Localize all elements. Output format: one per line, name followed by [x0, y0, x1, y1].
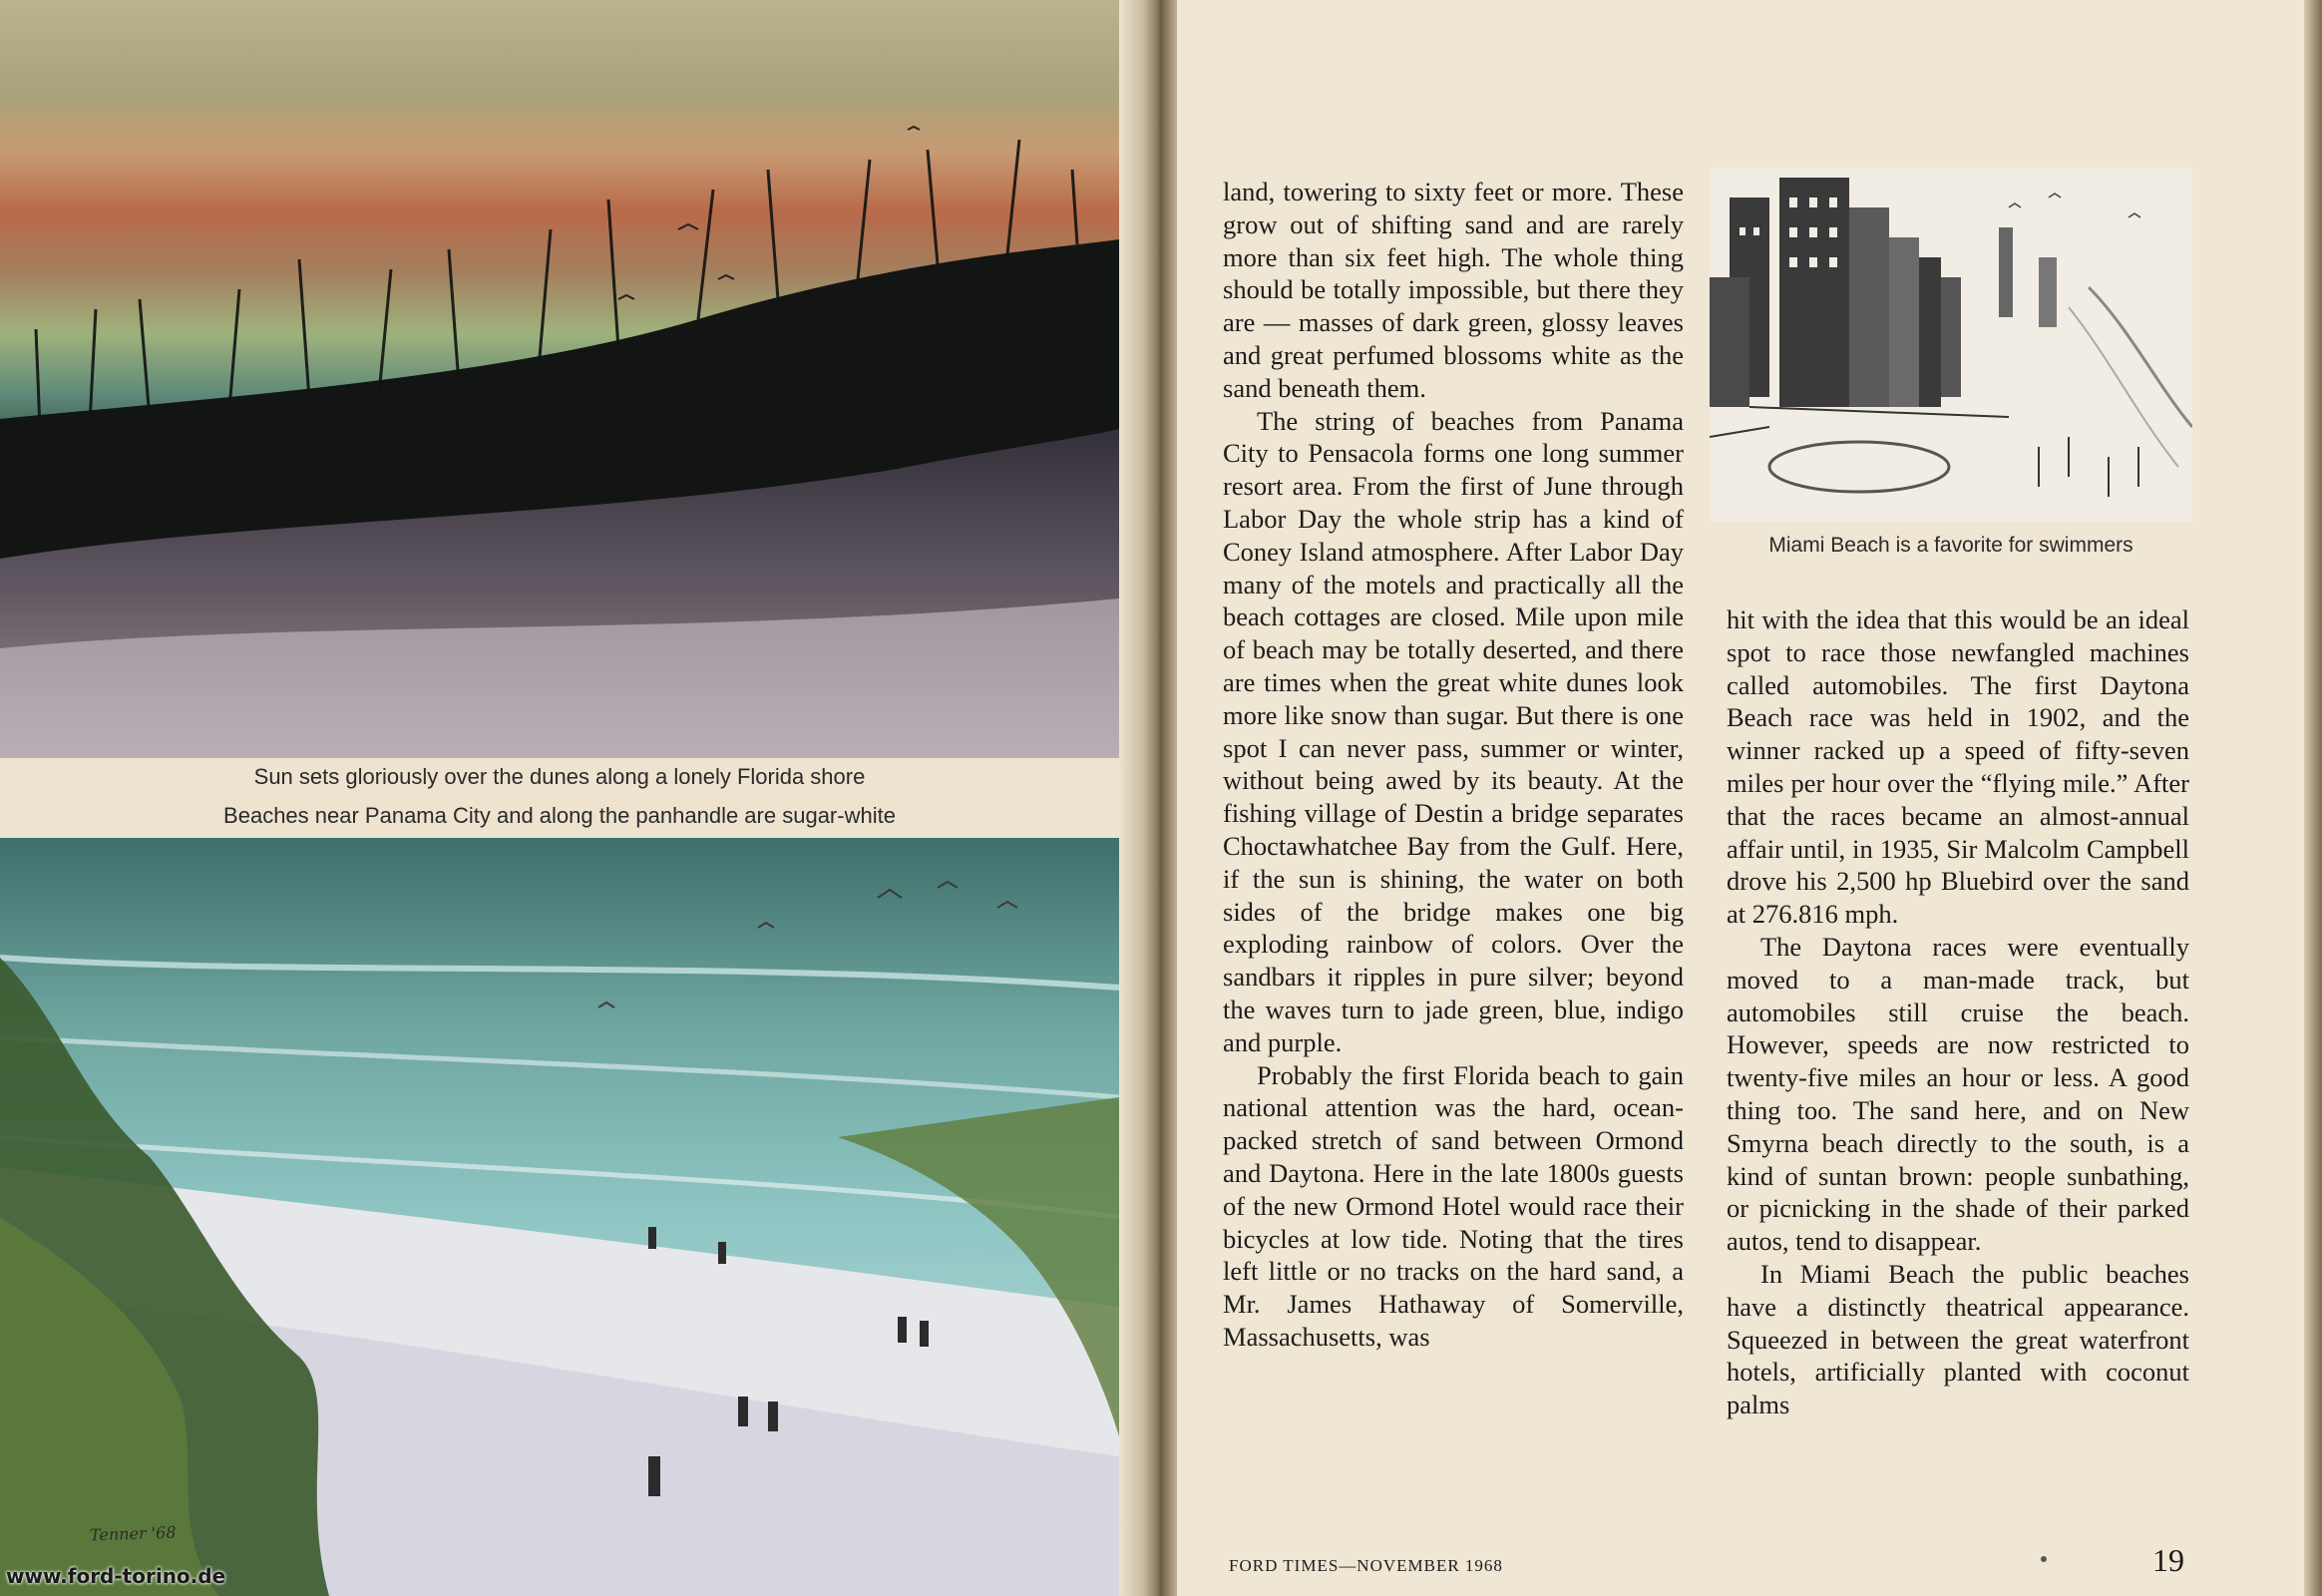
left-page — [0, 0, 1147, 1596]
paragraph: In Miami Beach the public beaches have a distinctly theatrical appearance. Squeezed in between the great waterfront hotels, artificially planted with coconut palms — [1727, 1258, 2189, 1420]
paragraph: The Daytona races were eventually moved to a man-made track, but automobiles still cruise the beach. However, speeds are now restricted to twenty-five miles an hour or less. A good thing too. The sand here, and on New Smyrna beach directly to the south, is a kind of suntan brown: people sunbathing, or picnicking in the shade of their parked autos, tend to disappear. — [1727, 931, 2189, 1257]
sunset-dunes-painting — [0, 0, 1119, 758]
artist-signature: Tenner '68 — [89, 1522, 177, 1545]
paragraph: Probably the first Florida beach to gain national attention was the hard, ocean-packed stretch of sand between Ormond and Daytona. Here in the late 1800s guests of the new Ormond Hotel would race their bicycles at low tide. Noting that the tires left little or no tracks on the hard sand, a Mr. James Hathaway of Somerville, Massachusetts, was — [1223, 1059, 1684, 1352]
page-dot — [2041, 1556, 2047, 1562]
caption-panama-city: Beaches near Panama City and along the panhandle are sugar-white — [223, 803, 896, 828]
page-number: 19 — [2152, 1542, 2184, 1578]
caption-sunset: Sun sets gloriously over the dunes along a lonely Florida shore — [253, 764, 866, 789]
paragraph: land, towering to sixty feet or more. These grow out of shifting sand and are rarely more than six feet high. The whole thing should be totally impossible, but there they are — masses of dark green, glossy leaves and great perfumed blossoms white as the sand beneath them. — [1223, 177, 1684, 403]
caption-miami-beach: Miami Beach is a favorite for swimmers — [1768, 534, 2133, 557]
panama-city-beach-painting — [0, 838, 1119, 1596]
running-footer: FORD TIMES—NOVEMBER 1968 — [1229, 1556, 1503, 1575]
paragraph: The string of beaches from Panama City to Pensacola forms one long summer resort area. From the first of June through Labor Day the whole strip has a kind of Coney Island atmosphere. After Labor Day many of the motels and practically all the beach cottages are closed. Mile upon mile of beach may be totally deserted, and there are times when the great white dunes look more like snow than sugar. But there is one spot I can never pass, summer or winter, without being awed by its beauty. At the fishing village of Destin a bridge separates Choctawhatchee Bay from the Gulf. Here, if the sun is shining, the water on both sides of the bridge makes one big exploding rainbow of colors. Over the sandbars it ripples in pure silver; beyond the waves turn to jade green, blue, indigo and purple. — [1223, 405, 1684, 1057]
page-edge — [2304, 0, 2322, 1596]
paragraph: hit with the idea that this would be an ideal spot to race those newfangled machines called automobiles. The first Daytona Beach race was held in 1902, and the winner racked up a speed of fifty-seven miles per hour over the “flying mile.” After that the races became an almost-annual affair until, in 1935, Sir Malcolm Campbell drove his 2,500 hp Bluebird over the sand at 276.816 mph. — [1727, 604, 2189, 930]
text-column-left — [1223, 176, 1684, 1354]
site-watermark: www.ford-torino.de — [6, 1564, 226, 1588]
text-column-right — [1727, 603, 2189, 1421]
miami-beach-sketch — [1710, 168, 2192, 523]
